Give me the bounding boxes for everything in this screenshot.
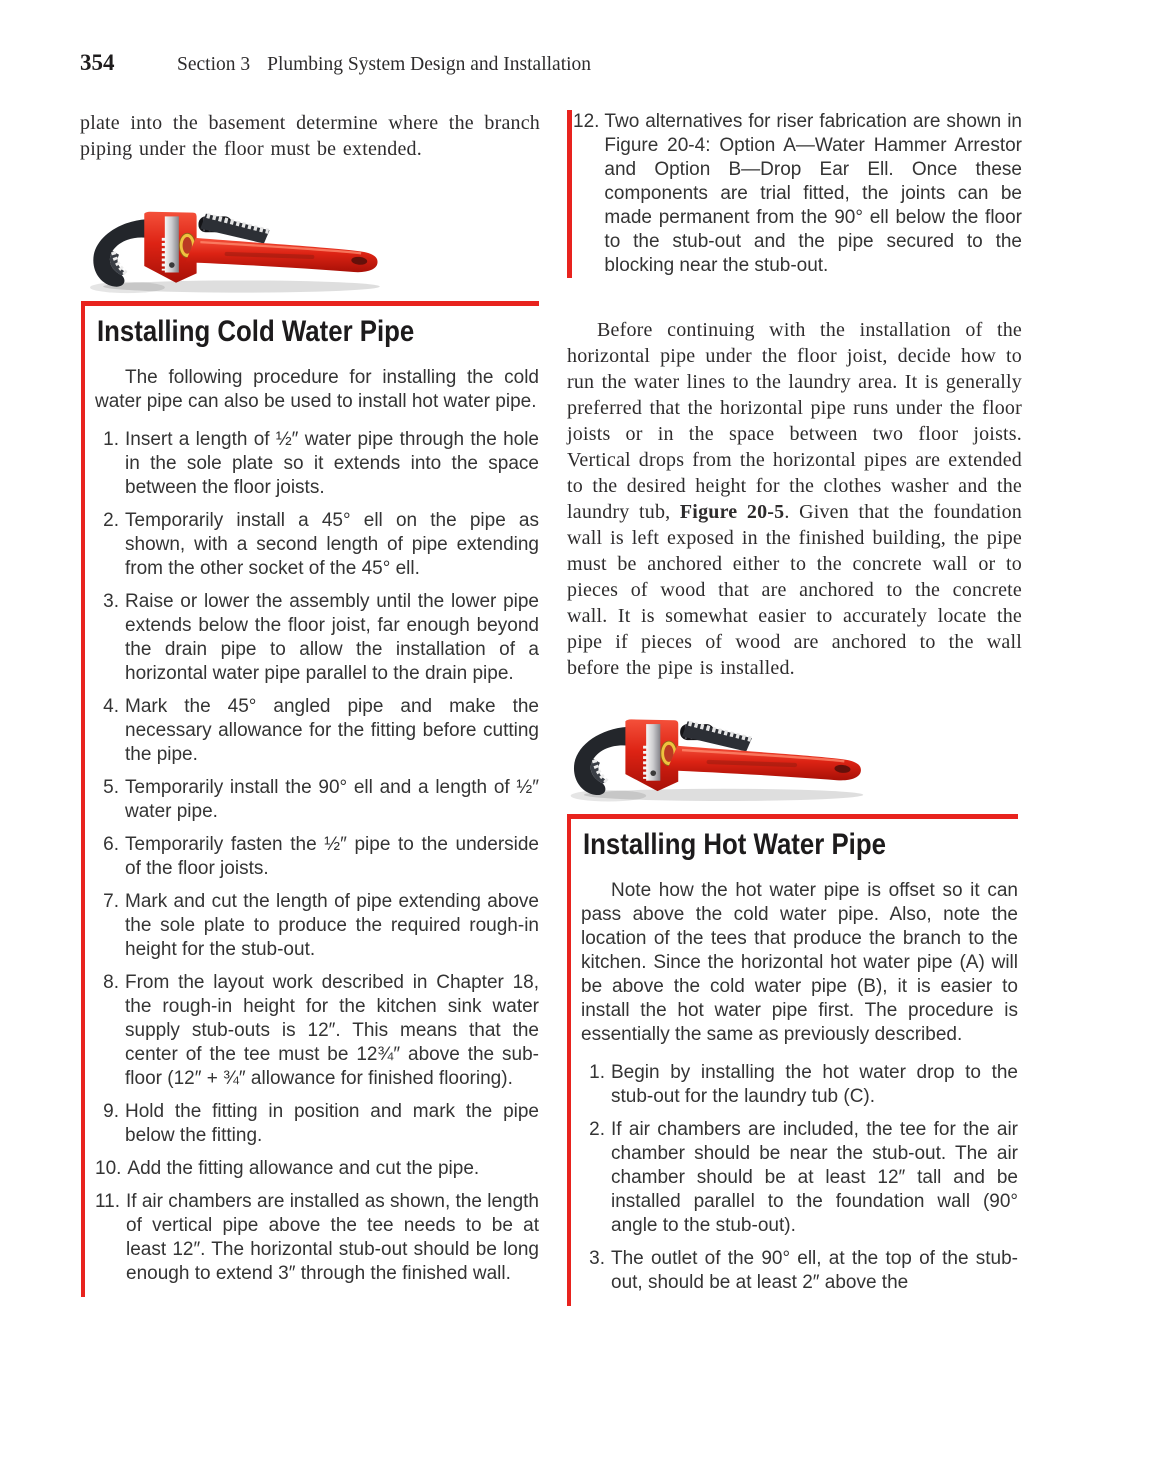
step-number: 10. <box>95 1158 122 1179</box>
running-head-section: Section 3 <box>177 54 251 75</box>
pipe-wrench-illustration <box>565 715 867 803</box>
step-text: From the layout work described in Chapter 18, the rough-in height for the kitchen sink water supply stub-outs is 12″. This means that the center of the tee must be 12¾″ above the sub-floor (12″ + ¾″ allowance for finished flooring). <box>125 972 539 1089</box>
list-item <box>95 509 539 581</box>
list-item <box>95 695 539 767</box>
figure-20-5-reference: Figure 20-5 <box>679 501 785 523</box>
paragraph-branch-piping: plate into the basement determine where the branch piping under the floor must be extended. <box>80 112 540 160</box>
list-item <box>95 890 539 962</box>
step-text: Two alternatives for riser fabrication are shown in Figure 20-4: Option A—Water Hammer Arrestor and Option B—Drop Ear Ell. Once these components are trial fitted, the joints can be made permanent from the 90° ell below the floor to the stub-out and the pipe secured to the blocking near the stub-out. <box>604 111 1022 276</box>
list-item <box>95 1190 539 1286</box>
step-number: 1. <box>103 429 119 450</box>
step-text: Mark and cut the length of pipe extending above the sole plate to produce the required rough-in height for the stub-out. <box>125 891 539 960</box>
pipe-wrench-photo <box>565 715 867 803</box>
right-column <box>567 110 1022 1306</box>
step-text: Temporarily fasten the ½″ pipe to the underside of the floor joists. <box>125 834 539 879</box>
step-text: The outlet of the 90° ell, at the top of the stub-out, should be at least 2″ above the <box>611 1248 1018 1293</box>
step-number: 4. <box>103 696 119 717</box>
hot-water-heading: Installing Hot Water Pipe <box>583 828 886 861</box>
step-text: Temporarily install a 45° ell on the pipe as shown, with a second length of pipe extending from the other socket of the 45° ell. <box>125 510 539 579</box>
paragraph-before-continuing <box>567 317 1022 681</box>
step-number: 1. <box>589 1062 605 1083</box>
list-item <box>581 1118 1018 1238</box>
pipe-wrench-photo <box>78 208 390 294</box>
step-number: 3. <box>103 591 119 612</box>
cold-water-heading: Installing Cold Water Pipe <box>97 315 415 348</box>
list-item <box>95 971 539 1091</box>
step-number: 7. <box>103 891 119 912</box>
step-text: If air chambers are included, the tee for the air chamber should be near the stub-out. The air chamber should be at least 12″ tall and be installed parallel to the foundation wall (90° angle to the stub-out). <box>611 1119 1018 1236</box>
step-number: 6. <box>103 834 119 855</box>
hot-water-steps <box>581 1061 1018 1295</box>
cold-water-steps <box>95 428 539 1286</box>
hot-water-intro: Note how the hot water pipe is offset so it can pass above the cold water pipe. Also, note the location of the tees that produce the branch to the kitchen. Since the horizontal hot water pipe (A) will be above the cold water pipe (B), it is easier to install the hot water pipe first. The procedure is essentially the same as previously described. <box>581 880 1018 1045</box>
step-text: Temporarily install the 90° ell and a length of ½″ water pipe. <box>125 777 539 822</box>
step-number: 3. <box>589 1248 605 1269</box>
step-text: Hold the fitting in position and mark the pipe below the fitting. <box>125 1101 539 1146</box>
step-number: 9. <box>103 1101 119 1122</box>
list-item <box>95 833 539 881</box>
step-text: If air chambers are installed as shown, the length of vertical pipe above the tee needs to be at least 12″. The horizontal stub-out should be long enough to extend 3″ through the finished wall. <box>126 1191 539 1284</box>
list-item <box>95 1100 539 1148</box>
paragraph-text: . Given that the foundation wall is left exposed in the finished building, the pipe must be anchored either to the concrete wall or to pieces of wood that are anchored to the concrete wall. It is somewhat easier to accurately locate the pipe if pieces of wood are anchored to the wall before the pipe is installed. <box>567 501 1022 679</box>
cold-water-section <box>81 301 539 1297</box>
list-item <box>581 1247 1018 1295</box>
step-number: 5. <box>103 777 119 798</box>
step-text: Add the fitting allowance and cut the pipe. <box>127 1158 480 1179</box>
list-item <box>95 590 539 686</box>
list-item <box>581 1061 1018 1109</box>
list-item <box>95 1157 539 1181</box>
step-number: 11. <box>95 1191 121 1212</box>
paragraph-text: Before continuing with the installation of the horizontal pipe under the floor joist, decide how to run the water lines to the laundry area. It is generally preferred that the horizontal pipe runs under the floor joists or in the space between two floor joists. Vertical drops from the horizontal pipes are extended to the desired height for the clothes washer and the laundry tub, <box>567 319 1022 523</box>
cold-water-intro: The following procedure for installing the cold water pipe can also be used to install hot water pipe. <box>95 367 539 412</box>
hot-water-section <box>567 814 1018 1306</box>
step-text: Insert a length of ½″ water pipe through the hole in the sole plate so it extends into the space between the floor joists. <box>125 429 539 498</box>
running-head-title: Plumbing System Design and Installation <box>267 54 592 75</box>
page-number: 354 <box>80 50 115 75</box>
running-head <box>80 50 591 76</box>
step-text: Begin by installing the hot water drop to the stub-out for the laundry tub (C). <box>611 1062 1018 1107</box>
step-text: Mark the 45° angled pipe and make the necessary allowance for the fitting before cutting the pipe. <box>125 696 539 765</box>
list-item <box>95 776 539 824</box>
list-item <box>95 428 539 500</box>
step-12 <box>567 110 1022 278</box>
step-number: 12. <box>573 111 600 132</box>
step-number: 2. <box>589 1119 605 1140</box>
step-number: 2. <box>103 510 119 531</box>
pipe-wrench-illustration <box>78 208 390 294</box>
step-text: Raise or lower the assembly until the lower pipe extends below the floor joist, far enough beyond the drain pipe to allow the installation of a horizontal water pipe parallel to the drain pipe. <box>125 591 539 684</box>
left-column <box>80 110 540 1297</box>
step-number: 8. <box>103 972 119 993</box>
